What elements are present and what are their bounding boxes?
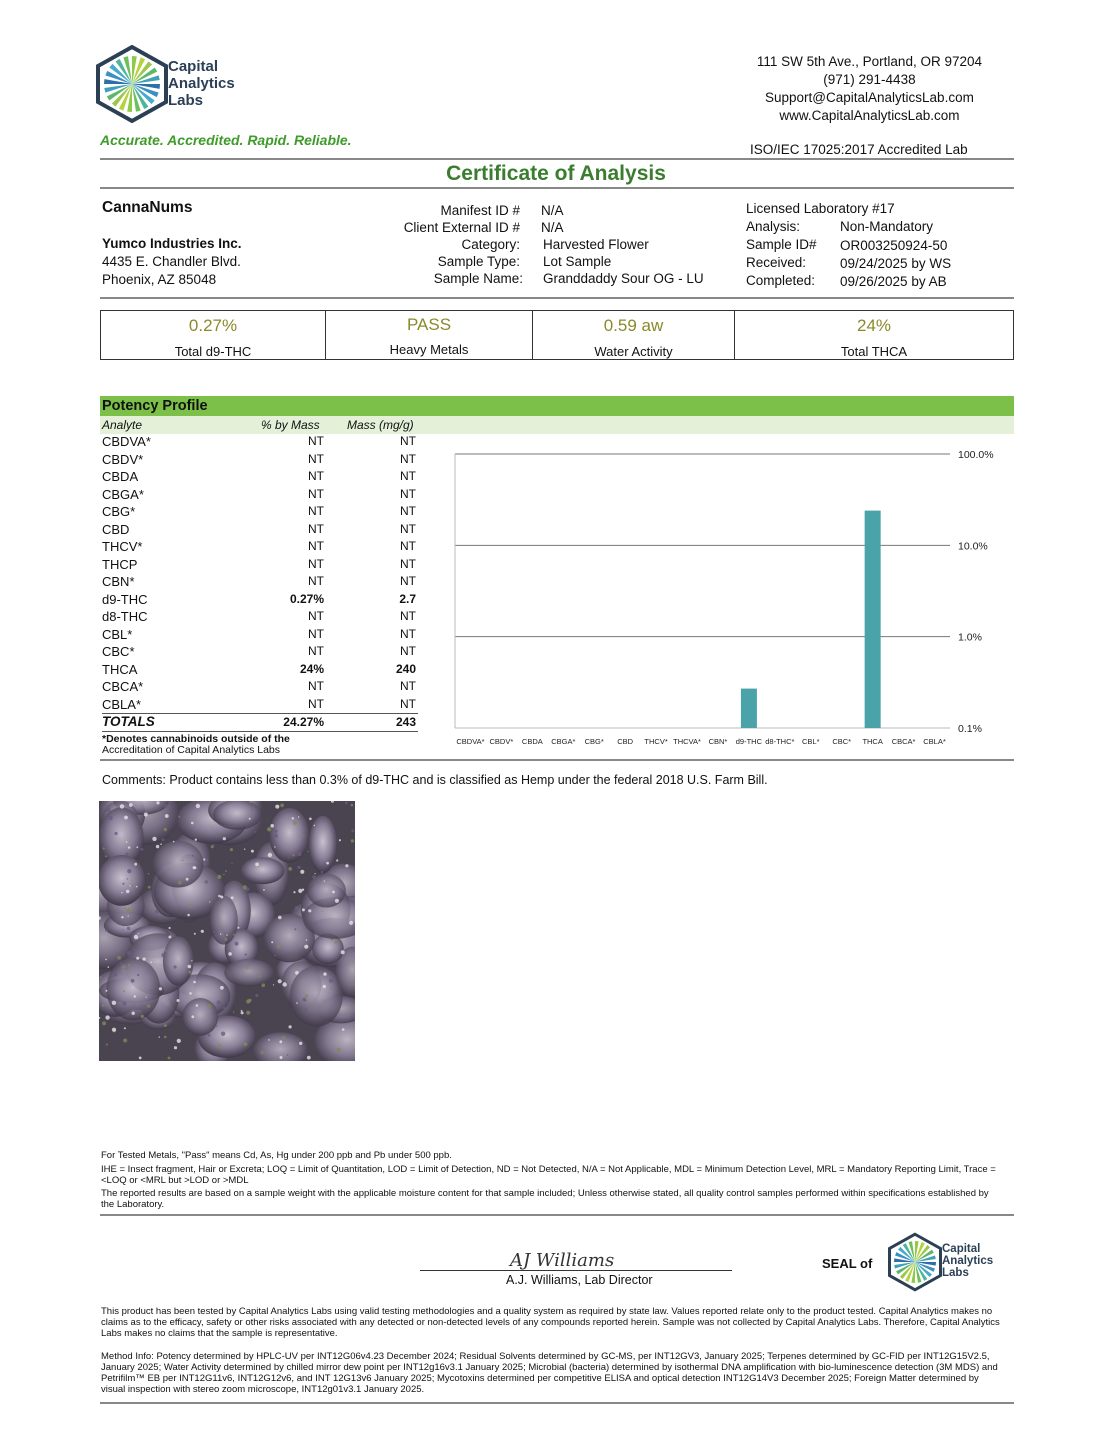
- analyte-name: d8-THC: [102, 609, 148, 624]
- analyte-name: CBD: [102, 521, 130, 537]
- seal-lab-name: Capital Analytics Labs: [942, 1243, 994, 1279]
- chart-xtick-label: CBD: [617, 737, 634, 746]
- analyte-mass: NT: [400, 504, 416, 518]
- completed-value: 09/26/2025 by AB: [840, 274, 947, 289]
- client-address-line2: Phoenix, AZ 85048: [102, 272, 217, 287]
- chart-xtick-label: CBN*: [708, 737, 728, 746]
- analyte-mass: NT: [400, 644, 416, 658]
- chart-xtick-label: CBDA: [521, 737, 543, 746]
- chart-xtick-label: d9-THC: [735, 737, 763, 746]
- chart-ytick-label: 10.0%: [958, 540, 988, 553]
- client-company: Yumco Industries Inc.: [102, 236, 242, 251]
- analyte-pct: NT: [308, 469, 324, 483]
- chart-xtick-label: CBDV*: [489, 737, 514, 746]
- analyte-name: CBL*: [102, 626, 133, 642]
- summary-heavy-metals: PASS Heavy Metals: [326, 311, 533, 359]
- analyte-pct: NT: [308, 486, 324, 501]
- abbreviations-note: IHE = Insect fragment, Hair or Excreta; LOQ = Limit of Quantitation, LOD = Limit of Detection, ND = Not Detected, N/A = Not Applicable, MDL = Minimum Detection Level, MRL = Mandatory Reporting Limit, Trace = <LOQ or <MRL but >LOD or >MDL: [101, 1164, 996, 1186]
- analyte-pct: NT: [308, 434, 324, 448]
- sample-id-label: Sample ID#: [746, 237, 817, 252]
- analyte-mass: NT: [400, 521, 416, 536]
- chart-bar: [865, 511, 881, 728]
- analyte-pct: NT: [308, 679, 324, 693]
- received-label: Received:: [746, 255, 807, 270]
- manifest-id-label: Manifest ID #: [440, 203, 520, 218]
- column-header-mass: Mass (mg/g): [347, 418, 414, 432]
- accreditation-footnote: *Denotes cannabinoids outside of the Accreditation of Capital Analytics Labs: [102, 733, 290, 756]
- analyte-row: [102, 522, 418, 540]
- category-label: Category:: [461, 237, 520, 252]
- analyte-row: [102, 662, 418, 680]
- totals-row: TOTALS 24.27% 243: [102, 714, 416, 729]
- sample-name-value: Granddaddy Sour OG - LU: [543, 271, 704, 286]
- sample-type-label: Sample Type:: [437, 254, 520, 269]
- chart-xtick-label: CBLA*: [923, 737, 946, 746]
- divider: [100, 187, 1014, 189]
- analyte-mass: 240: [395, 661, 416, 676]
- analyte-mass: NT: [400, 434, 416, 448]
- divider: [100, 158, 1014, 160]
- chart-ytick-label: 1.0%: [958, 631, 982, 644]
- lab-address: 111 SW 5th Ave., Portland, OR 97204: [756, 54, 982, 69]
- analyte-mass: NT: [400, 696, 416, 711]
- totals-divider: [102, 731, 418, 732]
- potency-bar-chart: [440, 440, 1014, 750]
- chart-xtick-label: THCV*: [644, 737, 668, 746]
- chart-xtick-label: CBC*: [832, 737, 852, 746]
- chart-ytick-label: 100.0%: [958, 449, 994, 461]
- analyte-row: [102, 487, 418, 505]
- analyte-mass: 2.7: [399, 591, 416, 606]
- analyte-mass: NT: [400, 539, 416, 553]
- chart-xtick-label: THCA: [862, 737, 883, 746]
- analyte-row: [102, 539, 418, 557]
- client-external-id-value: N/A: [541, 220, 564, 235]
- analyte-mass: NT: [400, 609, 416, 623]
- analyte-name: THCA: [102, 661, 138, 677]
- signatory-name: A.J. Williams, Lab Director: [506, 1273, 653, 1287]
- client-brand: CannaNums: [102, 199, 193, 216]
- analysis-label: Analysis:: [746, 219, 801, 234]
- seal-logo-icon: [888, 1232, 942, 1292]
- analyte-row: [102, 504, 418, 522]
- summary-total-d9-thc: 0.27% Total d9-THC: [101, 311, 326, 359]
- analyte-pct: 24%: [299, 661, 324, 676]
- lab-phone: (971) 291-4438: [823, 72, 916, 87]
- results-note: The reported results are based on a sample weight with the applicable moisture content for that sample included; Unless otherwise stated, all quality control samples performed within specifications established by the Laboratory.: [101, 1188, 989, 1210]
- completed-label: Completed:: [746, 273, 816, 288]
- lab-tagline: Accurate. Accredited. Rapid. Reliable.: [100, 132, 352, 148]
- analyte-name: CBCA*: [102, 679, 144, 694]
- analyte-name: THCP: [102, 556, 138, 572]
- lab-email[interactable]: Support@CapitalAnalyticsLab.com: [765, 90, 974, 105]
- analyte-pct: NT: [308, 696, 324, 711]
- client-address-line1: 4435 E. Chandler Blvd.: [102, 254, 241, 269]
- license-number: Licensed Laboratory #17: [746, 201, 895, 216]
- summary-water-activity: 0.59 aw Water Activity: [533, 311, 735, 359]
- analyte-mass: NT: [400, 451, 416, 466]
- analyte-mass: NT: [400, 679, 416, 693]
- signature-line: [420, 1270, 732, 1271]
- analyte-name: CBGA*: [102, 486, 144, 502]
- chart-xtick-label: d8-THC*: [765, 737, 795, 746]
- method-info-text: Method Info: Potency determined by HPLC-UV per INT12G06v4.23 December 2024; Residual Solvents determined by GC-MS, per INT12GV3, January 2025; Terpenes determined by GC-FID per INT12G15V2.5, January 2025; Water Activity determined by chilled mirror dew point per INT12g16v3.1 January 2025; Microbial (bacteria) determined by isothermal DNA amplification with bio-luminescence detection (3M MDS) and Petrifilm™ EB per INT12G11v6, INT12G12v6, and INT 12G13v6 January 2025; Mycotoxins determined per competitive ELISA and optical detection INT12G14V3 December 2025; Foreign Matter determined by visual inspection with stereo zoom microscope, INT12g01v3.1 January 2025.: [101, 1351, 998, 1395]
- analyte-row: [102, 557, 418, 575]
- lab-contact-block: [757, 53, 982, 125]
- cannabis-flower-photo: [99, 801, 355, 1061]
- analyte-pct: NT: [308, 504, 324, 518]
- analyte-name: CBN*: [102, 574, 135, 589]
- analyte-row: [102, 469, 418, 487]
- analyte-pct: NT: [308, 644, 324, 658]
- analyte-row: [102, 609, 418, 627]
- analyte-pct: NT: [308, 539, 324, 553]
- summary-total-thca: 24% Total THCA: [840, 316, 908, 359]
- analyte-mass: NT: [400, 626, 416, 641]
- seal-label: SEAL of: [822, 1256, 873, 1271]
- potency-profile-heading: Potency Profile: [100, 396, 1014, 416]
- analyte-mass: NT: [400, 556, 416, 571]
- analyte-name: CBDA: [102, 469, 139, 484]
- analyte-pct: NT: [308, 521, 324, 536]
- analyte-pct: NT: [308, 574, 324, 588]
- analyte-pct: NT: [308, 451, 324, 466]
- chart-xtick-label: CBGA*: [551, 737, 576, 746]
- sample-name-label: Sample Name:: [433, 271, 523, 286]
- divider: [100, 1214, 1014, 1216]
- analyte-name: THCV*: [102, 539, 143, 554]
- page-title: Certificate of Analysis: [446, 162, 666, 185]
- analyte-name: CBDVA*: [102, 434, 151, 449]
- analyte-row: [102, 627, 418, 645]
- analysis-value: Non-Mandatory: [840, 219, 934, 234]
- analyte-name: CBG*: [102, 504, 136, 519]
- analyte-row: [102, 697, 418, 715]
- analyte-pct: NT: [308, 626, 324, 641]
- lab-logo-name: Capital Analytics Labs: [168, 58, 235, 109]
- analyte-mass: NT: [400, 486, 416, 501]
- analyte-name: CBLA*: [102, 696, 142, 712]
- disclaimer-text: This product has been tested by Capital Analytics Labs using valid testing methodologies and a quality system as required by state law. Values reported relate only to the product tested. Capital Analytics makes no claims as to the efficacy, safety or other risks associated with any detected or non-detected levels of any compounds reported herein. Sample was not collected by Capital Analytics Labs. Therefore, Capital Analytics Labs makes no claims that the sample is representative.: [101, 1306, 1000, 1339]
- chart-ytick-label: 0.1%: [958, 723, 982, 735]
- chart-xtick-label: CBDVA*: [456, 737, 485, 746]
- analyte-pct: NT: [308, 556, 324, 571]
- sample-type-value: Lot Sample: [543, 254, 612, 269]
- signature-image: AJ Williams: [510, 1250, 615, 1271]
- analyte-pct: NT: [308, 609, 324, 623]
- analyte-mass: NT: [400, 574, 416, 588]
- divider: [100, 759, 1014, 761]
- analyte-name: CBDV*: [102, 451, 144, 467]
- potency-column-header-bar: [100, 416, 1014, 434]
- hexagon-sunburst-logo-icon: [96, 45, 168, 123]
- client-external-id-label: Client External ID #: [403, 220, 520, 235]
- divider: [100, 1402, 1014, 1404]
- manifest-id-value: N/A: [541, 203, 564, 218]
- analyte-row: [102, 452, 418, 470]
- sample-id-value: OR003250924-50: [840, 238, 948, 253]
- results-summary: [100, 310, 1014, 360]
- chart-xtick-label: CBL*: [802, 737, 820, 746]
- comments-text: Comments: Product contains less than 0.3% of d9-THC and is classified as Hemp under the federal 2018 U.S. Farm Bill.: [102, 773, 768, 787]
- analyte-name: d9-THC: [102, 591, 148, 607]
- chart-bar: [741, 689, 757, 728]
- analyte-row: [102, 574, 418, 592]
- analyte-row: [102, 592, 418, 610]
- analyte-name: CBC*: [102, 644, 135, 659]
- column-header-analyte: Analyte: [102, 418, 143, 432]
- analyte-row: [102, 434, 418, 452]
- received-value: 09/24/2025 by WS: [840, 256, 952, 271]
- analyte-pct: 0.27%: [289, 591, 324, 606]
- column-header-pct-by-mass: % by Mass: [261, 418, 320, 432]
- chart-xtick-label: THCVA*: [673, 737, 701, 746]
- analyte-row: [102, 679, 418, 697]
- lab-website[interactable]: www.CapitalAnalyticsLab.com: [779, 108, 960, 123]
- analyte-mass: NT: [400, 469, 416, 483]
- category-value: Harvested Flower: [543, 237, 649, 252]
- accreditation-text: ISO/IEC 17025:2017 Accredited Lab: [750, 142, 968, 157]
- analyte-row: [102, 644, 418, 662]
- chart-xtick-label: CBCA*: [891, 737, 916, 746]
- chart-xtick-label: CBG*: [584, 737, 604, 746]
- divider: [100, 297, 1014, 299]
- metals-note: For Tested Metals, "Pass" means Cd, As, Hg under 200 ppb and Pb under 500 ppb.: [101, 1150, 452, 1161]
